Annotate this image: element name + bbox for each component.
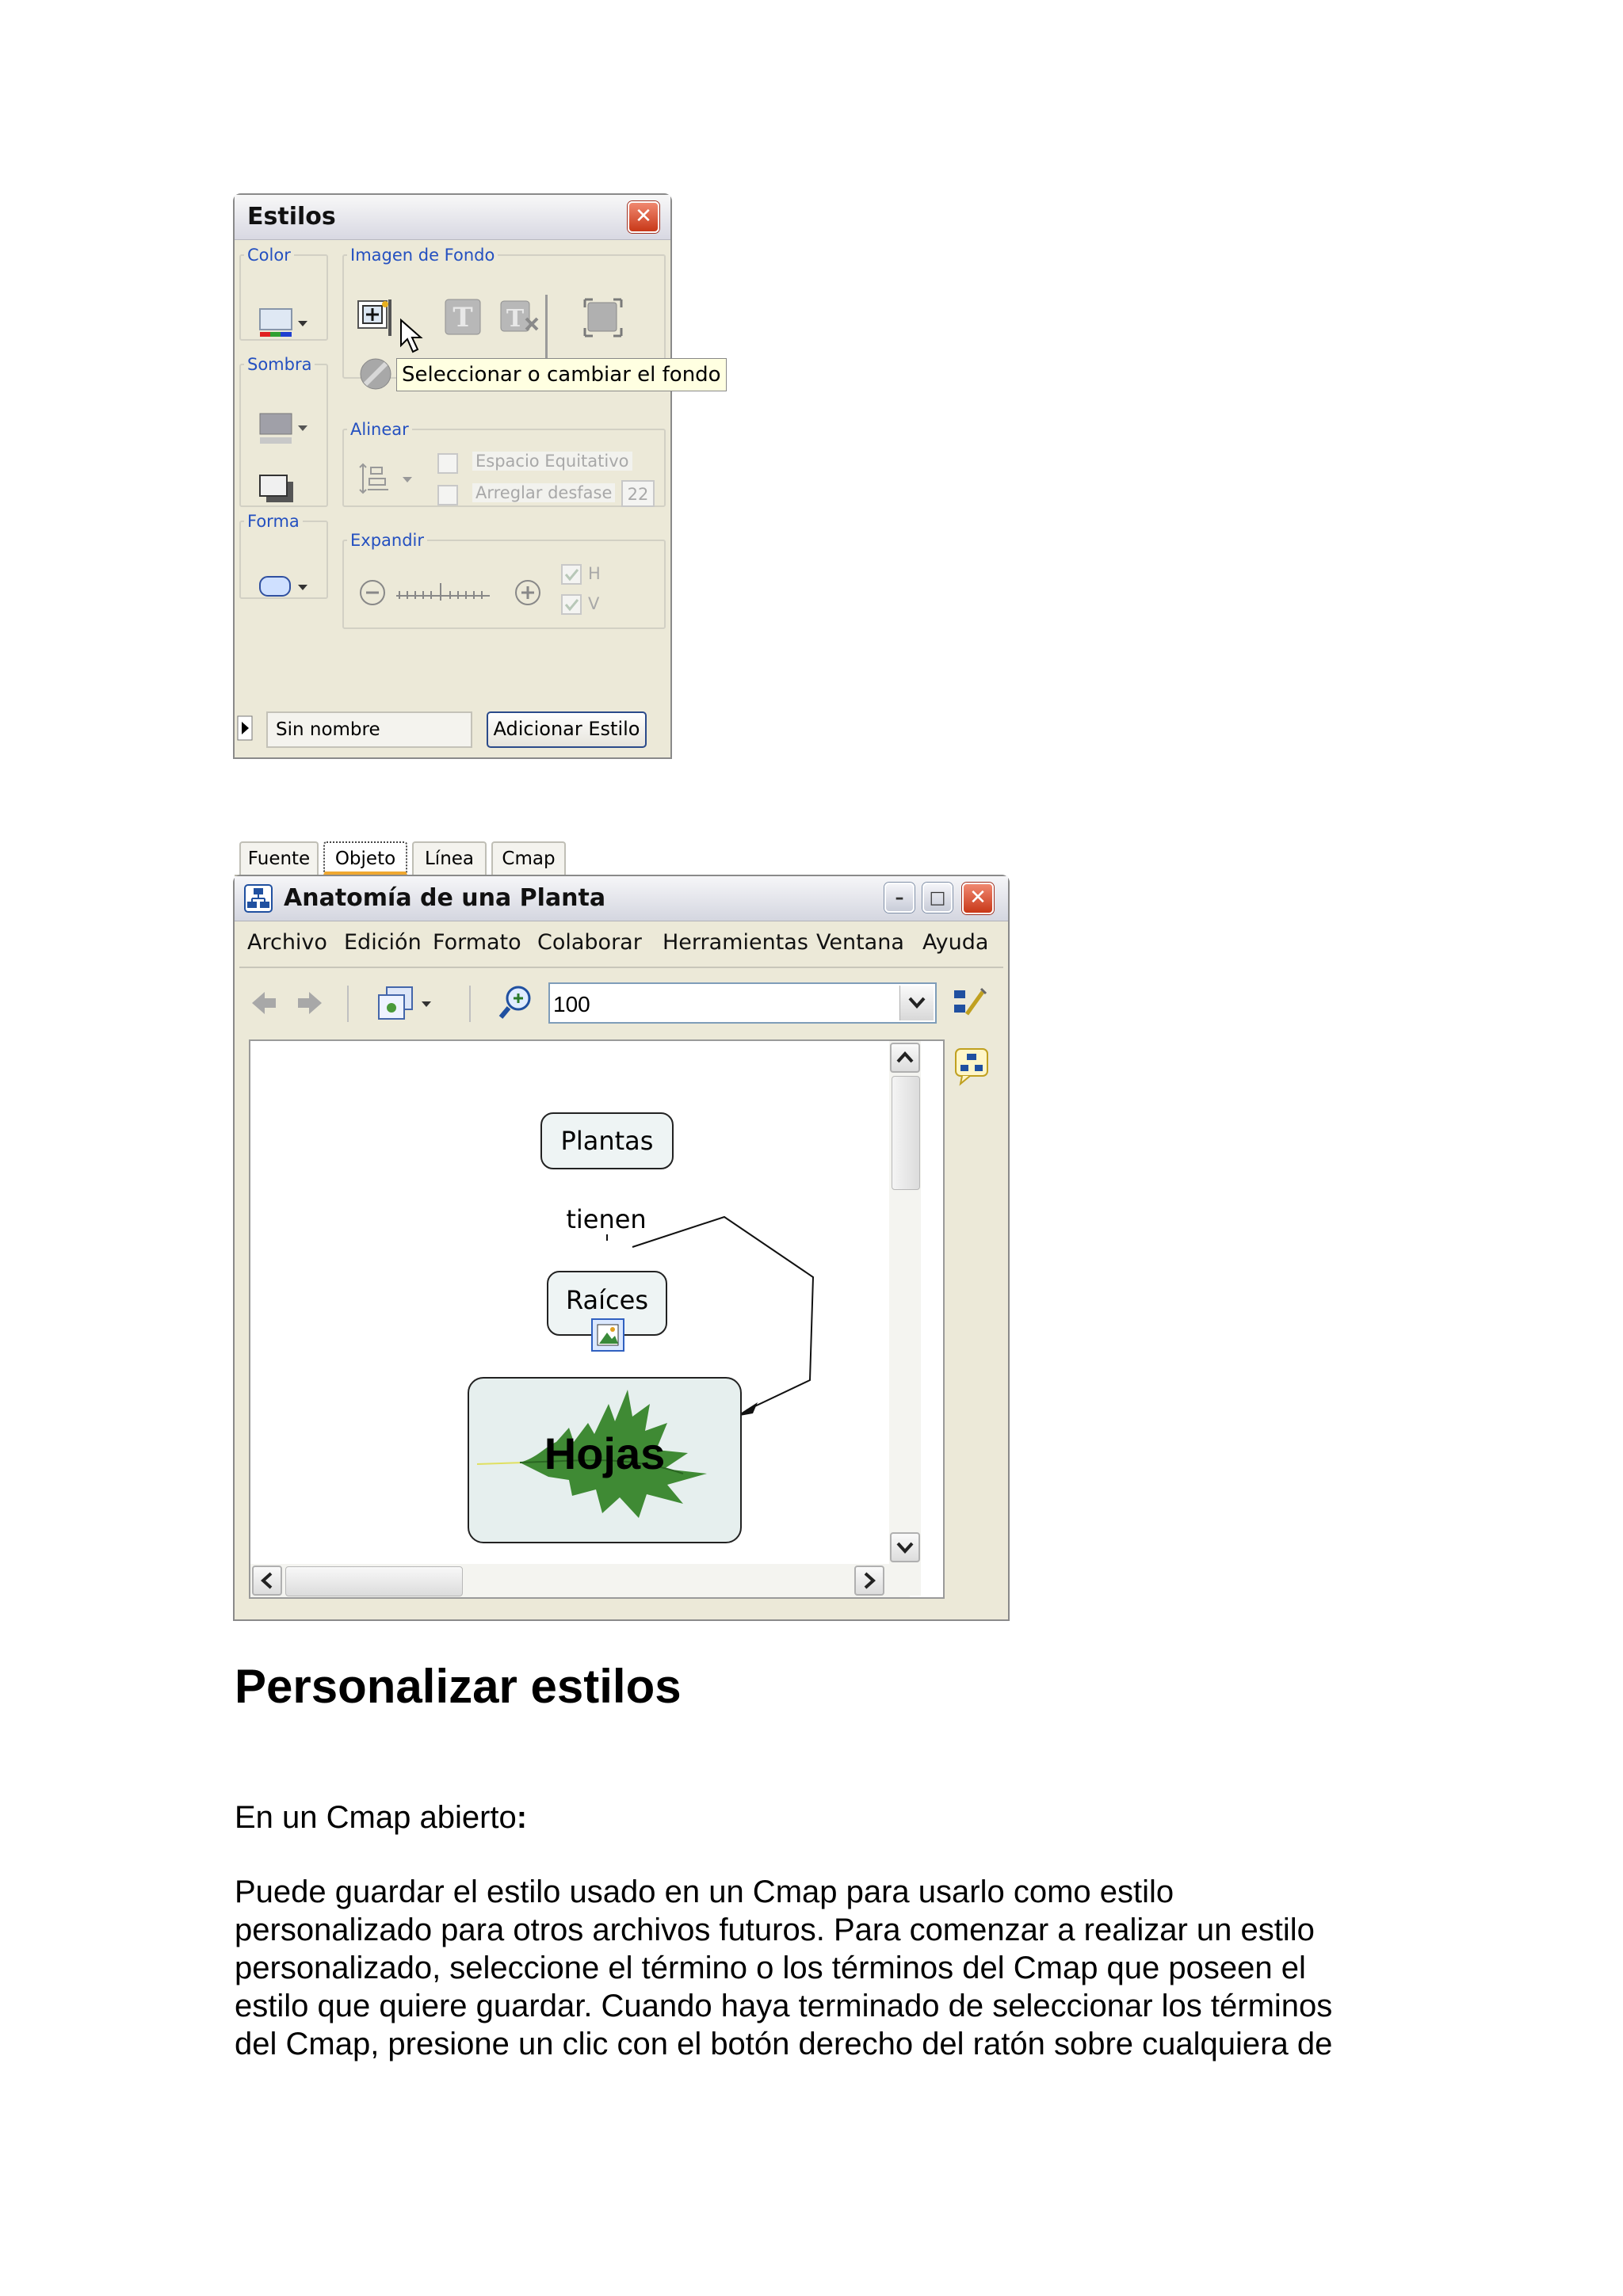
tab-cmap[interactable]: Cmap [491,841,566,875]
concept-hojas-label: Hojas [544,1428,666,1478]
cmap-app-icon [244,884,273,917]
chevron-down-icon [900,986,934,1020]
paragraph-line: personalizado para otros archivos futuros. Para comenzar a realizar un estilo [235,1913,1315,1947]
add-style-button[interactable]: Adicionar Estilo [487,711,647,748]
scroll-down-button[interactable] [890,1532,920,1562]
rounded-rectangle-icon [258,574,314,602]
back-arrow-icon[interactable] [249,987,281,1023]
menu-divider [239,967,1003,968]
align-group-label: Alinear [350,420,409,439]
view-menu-button[interactable] [376,984,439,1028]
chevron-right-icon [856,1567,883,1594]
tooltip: Seleccionar o cambiar el fondo [396,358,727,391]
tab-linea[interactable]: Línea [412,841,487,875]
expand-group-label: Expandir [350,531,425,550]
page-heading: Personalizar estilos [235,1660,682,1713]
no-image-icon [358,357,393,395]
fit-background-icon [583,298,624,341]
style-name-field[interactable]: Sin nombre [266,711,472,748]
toolbar-divider [347,986,349,1022]
paragraph-line: Puede guardar el estilo usado en un Cmap para usarlo como estilo [235,1875,1174,1909]
zoom-icon[interactable] [499,984,534,1024]
scroll-left-button[interactable] [252,1566,282,1596]
remove-background-icon [499,298,544,341]
color-group-label: Color [247,246,291,265]
expand-v-checkbox[interactable] [561,594,582,615]
concept-plantas[interactable]: Plantas [540,1112,674,1169]
fix-offset-label: Arreglar desfase [472,483,615,502]
fix-offset-checkbox[interactable] [437,485,458,505]
svg-text:T: T [453,302,473,334]
fill-color-icon [258,307,314,341]
styles-dialog-titlebar [235,195,670,240]
concept-raices[interactable]: Raíces [547,1271,667,1336]
style-palette-icon[interactable] [953,986,987,1024]
cmap-canvas[interactable] [249,1039,945,1599]
background-image-group-label: Imagen de Fondo [350,246,495,265]
cmap-titlebar [235,876,1008,921]
background-text-icon [444,298,485,341]
tab-objeto[interactable]: Objeto [323,841,407,875]
scroll-right-button[interactable] [854,1566,884,1596]
chevron-up-icon [892,1044,918,1071]
collaboration-icon[interactable] [954,1047,989,1089]
fill-color-picker[interactable] [258,307,314,345]
vertical-scrollbar[interactable] [889,1041,921,1596]
cmap-window-title: Anatomía de una Planta [284,884,606,912]
menu-colaborar[interactable]: Colaborar [537,930,642,955]
shadow-color-picker[interactable] [258,412,314,456]
intro-colon: : [516,1800,528,1835]
zoom-combobox[interactable] [548,982,937,1024]
align-picker [358,461,422,502]
svg-text:T: T [506,305,525,333]
intro-label: En un Cmap abierto [235,1800,517,1835]
body-paragraph [235,1873,1503,2063]
chevron-down-icon [892,1534,918,1561]
shadow-icon [258,474,298,505]
intro-text [235,1800,527,1836]
select-background-button[interactable] [357,296,404,348]
tab-fuente[interactable]: Fuente [239,841,319,875]
expand-v-label: V [588,594,600,613]
zoom-dropdown-button[interactable] [899,986,934,1020]
scroll-up-button[interactable] [890,1043,920,1073]
horizontal-scrollbar[interactable] [250,1564,910,1597]
equal-spacing-checkbox[interactable] [437,453,458,474]
menu-archivo[interactable]: Archivo [247,930,327,955]
close-button[interactable]: ✕ [628,201,659,233]
paragraph-line: estilo que quiere guardar. Cuando haya terminado de seleccionar los términos [235,1989,1333,2023]
vertical-scroll-thumb[interactable] [892,1076,920,1190]
align-icon [358,461,422,498]
styles-dialog [233,193,721,869]
maximize-button[interactable]: □ [922,883,953,913]
menu-herramientas[interactable]: Herramientas [663,930,808,955]
paragraph-line: personalizado, seleccione el término o los términos del Cmap que poseen el [235,1951,1306,1985]
cmap-close-button[interactable]: ✕ [962,883,994,914]
mouse-pointer-icon [399,318,426,360]
offset-value-field[interactable]: 22 [621,480,655,507]
equal-spacing-label: Espacio Equitativo [472,452,632,471]
expand-arrow-icon[interactable] [238,716,252,744]
menu-ventana[interactable]: Ventana [816,930,904,955]
background-image-icon [357,296,404,344]
shadow-toggle[interactable] [258,474,298,509]
menu-edicion[interactable]: Edición [344,930,422,955]
toolbar-divider-2 [469,986,471,1022]
views-icon [376,984,439,1024]
menu-ayuda[interactable]: Ayuda [922,930,989,955]
shadow-color-icon [258,412,314,452]
forward-arrow-icon[interactable] [293,987,325,1023]
concept-hojas[interactable] [468,1377,742,1543]
expand-h-label: H [588,564,601,583]
horizontal-scroll-thumb[interactable] [285,1566,463,1596]
zoom-value: 100 [553,992,590,1016]
paragraph-line: del Cmap, presione un clic con el botón derecho del ratón sobre cualquiera de [235,2027,1333,2061]
shape-picker[interactable] [258,574,314,606]
linking-phrase-tienen[interactable]: tienen [563,1204,650,1234]
expand-h-checkbox[interactable] [561,564,582,585]
expand-slider-graphic [358,577,548,608]
menu-formato[interactable]: Formato [433,930,521,955]
minimize-button[interactable]: – [884,883,915,913]
chevron-left-icon [254,1567,281,1594]
attached-image-icon[interactable] [591,1318,624,1356]
expand-slider[interactable] [358,577,548,612]
shadow-group-label: Sombra [247,355,312,374]
shape-group-label: Forma [247,512,300,531]
cmap-window [233,875,1010,1621]
styles-dialog-title: Estilos [247,203,336,231]
